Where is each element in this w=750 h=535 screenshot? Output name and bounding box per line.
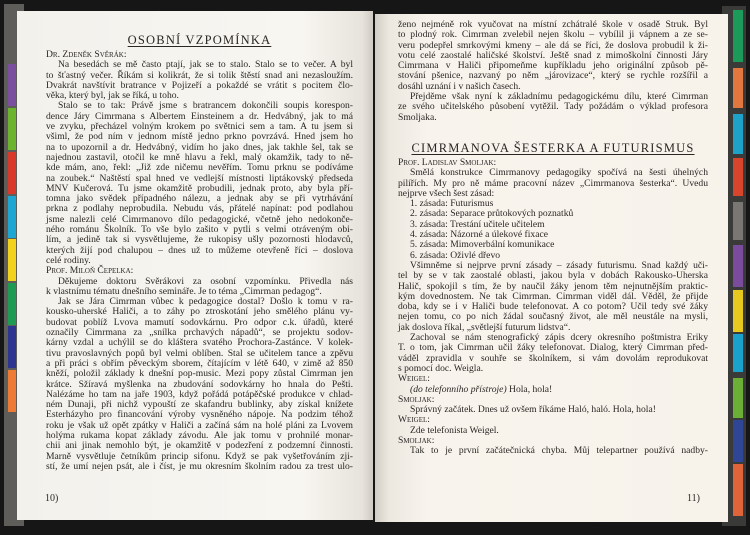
text-line: doba, kdy se i v Haliči bude telefonovat. A co potom? Učil tedy své žáky <box>398 301 708 313</box>
section-title: OSOBNÍ VZPOMÍNKA <box>127 33 272 47</box>
dialog-text: Hola, hola! <box>506 383 553 395</box>
page-number-left: 10) <box>45 493 59 504</box>
text-line: Smoljaka. <box>398 111 437 123</box>
color-tab <box>733 245 743 287</box>
speaker-name: Weigel: <box>398 373 430 385</box>
text-line: votu celé zaostalé haličské školství. Ještě snad z mimoškolní činnosti Járy <box>398 49 708 61</box>
text-line: nejprve všech šest zásad: <box>398 187 495 199</box>
text-line: Halič, spokojil s tím, že by naučil žáky jenom těm nejnutnějším praktic- <box>398 280 708 292</box>
color-tab <box>733 68 743 108</box>
text-line: a při práci s obřím pěveckým sborem, čítajícím v létě 640, v zimě až 850 <box>46 357 353 369</box>
stage-direction: (do telefonního přístroje) <box>410 383 507 395</box>
principle-list-item: 6. zásada: Oživlé dřevo <box>410 249 501 261</box>
text-line: s pomocí doc. Weigla. <box>398 362 484 374</box>
color-tab <box>8 196 16 238</box>
left-page <box>17 11 373 520</box>
text-line: Na besedách se mě často ptají, jak se to stalo. Stalo se to večer. A byl <box>58 59 353 71</box>
color-tab <box>733 420 743 462</box>
text-line: jak doslova říkal, „světlejší futurum lidstva“. <box>398 321 571 333</box>
text-line: Všimněme si nejprve první zásady – zásady futurismu. Snad každý uči- <box>410 259 708 271</box>
text-line: prkna z podlahy neprobudila. Nebudu vás, přátelé napínat: pod podlahou <box>46 203 353 215</box>
right-page-text <box>398 20 708 457</box>
text-line: dosáhl uznání i v našich časech. <box>398 80 521 92</box>
text-line: ženo nejméně rok vyučovat na místní zchátralé škole v osadě Struk. Byl <box>398 19 708 30</box>
text-line: lím, a jedině tak si vysvětlujeme, že rukopisy ušly pozornosti hlodavců, <box>46 234 353 246</box>
color-tab <box>8 326 16 368</box>
text-line: kněží, položil základy k dnešní pop-music. Mezi popy zůstal Cimrman jen <box>46 368 353 380</box>
text-line: to plodný rok. Cimrman zvelebil nejen školu – vybílil ji vápnem a ze se- <box>398 29 708 41</box>
text-line: Nalézáme ho tam na jaře 1903, když pořádá potápěčské produkce v chlad- <box>46 388 353 400</box>
text-line: Smělá konstrukce Cimrmanovy pedagogiky spočívá na šesti úhelných <box>410 167 708 179</box>
text-line: Správný začátek. Dnes už ovšem říkáme Haló, haló. Hola, hola! <box>410 404 656 416</box>
color-tab <box>733 464 743 516</box>
text-line: tivu pravoslavných popů byl velmi oblíben. Stal se učitelem tance a zpěvu <box>46 347 353 359</box>
text-line: kousko-uherské Haliči, a to záhy po ztroskotání jeho smělého plánu vy- <box>46 306 353 318</box>
text-line: Stalo se to tak: Právě jsme s bratrancem dokončili soupis korespon- <box>58 100 353 112</box>
color-tab <box>8 283 16 325</box>
text-line: Jak se Jára Cimrman vůbec k pedagogice dostal? Došlo k tomu v ra- <box>58 296 353 308</box>
text-line: tomna jako svědek případného nálezu, a jednak aby se při vytrhávání <box>46 193 353 205</box>
text-line: Marně vysvětluje četníkům princip sifonu. Když se pak vyšetřováním zji- <box>46 450 353 462</box>
text-line: stí, že umí nejen psát, ale i číst, je mu okresním školním radou za trest ulo- <box>46 460 353 472</box>
color-tab <box>8 152 16 194</box>
text-line: najednou zastavil, otočil ke mně hlavu a řekl, malý okamžik, tady to ně- <box>46 151 353 163</box>
text-line: Dvakrát navštívit bratrance v Pojizeří a pokaždé se vrátit s pocitem člo- <box>46 79 353 91</box>
text-line: k vlastnímu tématu dnešního semináře. Je to téma „Cimrman pedagog“. <box>46 285 322 297</box>
speaker-name: Weigel: <box>398 414 430 426</box>
text-line: tel by se v tak zaostalé oblasti, jakou byla v dobách Rakousko-Uherska <box>398 270 708 282</box>
text-line: chii ani jinak nemohlo být, je okamžitě v podezření z podzemní činnosti. <box>46 440 353 452</box>
principle-list-item: 2. zásada: Separace průtokových poznatků <box>410 208 574 220</box>
text-line: veru podepřel smrkovými kmeny – ale dá se říci, že doslova probudil k ži- <box>398 39 708 51</box>
text-line: dence Járy Cimrmana s Albertem Einsteinem a dr. Hedvábný, jak to má <box>46 110 353 122</box>
speaker-name: Dr. Zdeněk Svěrák: <box>46 49 127 60</box>
color-tab <box>733 158 743 196</box>
text-line: Cimrmana v Haliči připomeňme kupříkladu jeho originální způsob pě- <box>398 60 708 72</box>
text-line: ném Dunaji, při nichž vypouští ze skafandru bublinky, aby získal knížete <box>46 399 353 411</box>
section-gap <box>398 123 708 141</box>
color-tab <box>733 10 743 62</box>
speaker-name: Smoljak: <box>398 434 435 446</box>
page-number-right: 11) <box>687 493 700 504</box>
text-line: kým dovednostem. Ne tak Cimrman. Cimrman viděl dál. Věděl, že přijde <box>398 290 708 302</box>
principle-list-item: 3. zásada: Trestání učitele učitelem <box>410 218 545 230</box>
text-line: MNV Kučerová. Tu jsme okamžitě probudili, jednak proto, aby byla pří- <box>46 182 353 194</box>
text-line: Přejděme však nyní k základnímu pedagogickému dílu, které Cimrman <box>410 91 708 103</box>
color-tab <box>733 202 743 240</box>
text-line: krátce. Sžíravá myšlenka na zbudování sodovkárny ho hnala do Pešti. <box>46 378 353 390</box>
text-line: pilířích. My pro ně máme pracovní název „Cimrmanova šesterka“. Uvedu <box>398 177 708 189</box>
principle-list-item: 4. zásada: Názorné a úlekové fixace <box>410 229 548 241</box>
color-tab <box>8 370 16 412</box>
text-line: označily Cimrmana za „snílka prchavých nápadů“, se projektu sodov- <box>46 327 353 339</box>
dialog-line <box>398 385 708 395</box>
text-line: celé rodiny. <box>46 254 91 266</box>
text-line: T. o tom, jak Cimrman učil žáky telefonovat. Dialog, který Cimrman před- <box>398 342 708 354</box>
right-page <box>375 14 728 522</box>
speaker-name: Smoljak: <box>398 393 435 405</box>
text-line: kárny vzdal a uchýlil se do kláštera svatého Prochora-Zastánce. V kolek- <box>46 337 353 349</box>
text-line: Děkujeme doktoru Svěrákovi za osobní vzpomínku. Přivedla nás <box>58 275 353 287</box>
text-line: ve zvyku, přecházel volným krokem po světnici sem a tam. A tu jsem si <box>46 121 353 133</box>
text-line: jsme nalezli celé Cimrmanovo dílo pedagogické, včetně jeho nedokonče- <box>46 213 353 225</box>
text-line: roku je však už opět zpátky v Haliči a začíná sám na holé pláni za Lvovem <box>46 419 353 431</box>
text-line: všiml, že pod ním v jednom místě jedno prkno povrzává. Hned jsem ho <box>46 131 353 143</box>
text-line: ze svého učitelského působení vytěžil. Tady požádám o výklad profesora <box>398 101 708 113</box>
text-line: nejen tomu, co po nich žádal současný život, ale měl neustále na mysli, <box>398 311 708 323</box>
text-line: stování pšenice, nazvaný po něm „járovizace“, který se rychle rozšířil a <box>398 70 708 82</box>
color-tab <box>8 64 16 106</box>
color-tab <box>8 239 16 281</box>
principle-list-item: 5. zásada: Mimoverbální komunikace <box>410 239 555 251</box>
text-line: na zoubek.“ Naštěstí spal hned ve vedlejší místnosti liptákovský předseda <box>46 172 353 184</box>
principle-list-item: 1. zásada: Futurismus <box>410 198 494 210</box>
section-title: CIMRMANOVA ŠESTERKA A FUTURISMUS <box>411 140 695 155</box>
text-line: to šťastný večer. Říkám si kolikrát, že si tolik štěstí snad ani nezasloužím. <box>46 69 353 81</box>
color-tab <box>733 334 743 372</box>
text-line: Zde telefonista Weigel. <box>410 424 499 436</box>
text-line: holýma rukama kopat základy závodu. Ale jak tomu v prohnilé monar- <box>46 429 353 441</box>
color-tab <box>733 378 743 418</box>
text-line: na to upozornil a dr. Hedvábný, vidím ho jako dnes, jak takhle šel, tak se <box>46 141 353 153</box>
text-line: ného románu Školník. To vše bylo zašito v pytli s velmi otráveným obi- <box>46 224 353 236</box>
text-line: Esterházyho pro financování výroby vysněného nápoje. Na podzim téhož <box>46 409 353 421</box>
left-page-text <box>46 33 353 472</box>
text-line: váděl zpravidla v souhře se školníkem, si vám dovolám reprodukovat <box>398 352 708 364</box>
speaker-name: Prof. Miloň Čepelka: <box>46 265 134 277</box>
text-line: věka, který byl, jak se říká, u toho. <box>46 90 179 102</box>
text-line: kterých žijí pod chalupou – dnes už to můžeme otevřeně říci – doslova <box>46 244 353 256</box>
color-tab <box>733 114 743 154</box>
text-line: Zachoval se nám stenografický zápis dcery okresního poštmistra Eriky <box>410 332 708 344</box>
text-line: kde mám, ano, řekl: „Již zde ničemu nevěřím. Tomu prknu se podíváme <box>46 162 353 174</box>
text-line: Tak to je první začátečnická chyba. Můj telepartner používá nadby- <box>410 445 708 457</box>
color-tab <box>733 290 743 332</box>
speaker-name: Prof. Ladislav Smoljak: <box>398 156 497 168</box>
text-line: budovat poblíž Lvova mamutí sodovkárnu. Pro odpor c.k. úřadů, které <box>46 316 353 328</box>
color-tab <box>8 108 16 150</box>
